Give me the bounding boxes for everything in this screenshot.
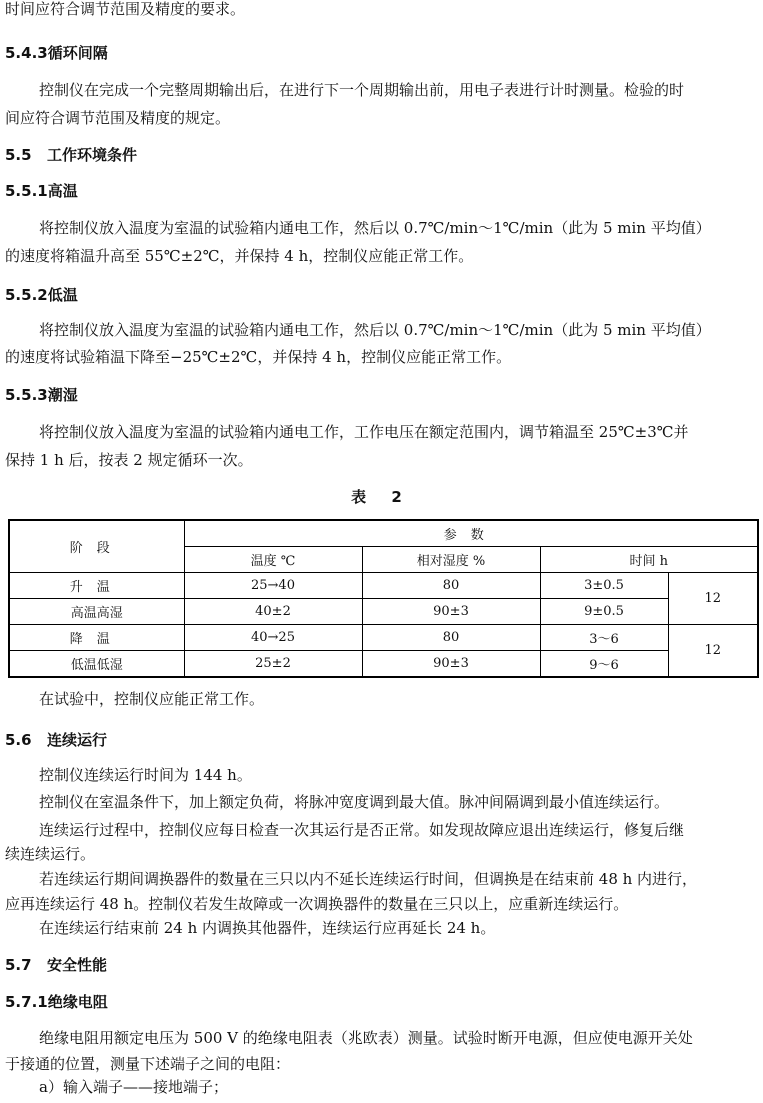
params-header: 参数 [184, 520, 758, 547]
section-number: 5.7.1 [5, 993, 48, 1011]
table-row [9, 573, 758, 599]
paragraph-line: 控制仪在室温条件下，加上额定负荷，将脉冲宽度调到最大值。脉冲间隔调到最小值连续运行。 [39, 793, 670, 811]
section-number: 5.5.2 [5, 286, 48, 304]
stage-cell: 升温 [9, 573, 184, 599]
humidity-cell: 80 [362, 573, 540, 599]
paragraph-line: 时间应符合调节范围及精度的要求。 [5, 0, 246, 18]
paragraph-line: 绝缘电阻用额定电压为 500 V 的绝缘电阻表（兆欧表）测量。试验时断开电源，但应使电源开关处 [39, 1029, 693, 1047]
section-heading-5-7 [5, 954, 107, 976]
table-row [9, 625, 758, 651]
paragraph-line: 在试验中，控制仪应能正常工作。 [39, 690, 265, 708]
section-title: 连续运行 [47, 731, 108, 749]
paragraph-line: 间应符合调节范围及精度的规定。 [5, 109, 231, 127]
section-heading-5-5 [5, 144, 137, 166]
table-row [9, 599, 758, 625]
temp-cell: 40→25 [184, 625, 362, 651]
paragraph-line: 应再连续运行 48 h。控制仪若发生故障或一次调换器件的数量在三只以上，应重新连续运行。 [5, 895, 629, 913]
section-title: 高温 [47, 182, 78, 200]
group-total-cell: 12 [668, 573, 758, 625]
section-number: 5.5 [5, 146, 32, 164]
stage-cell: 高温高湿 [9, 599, 184, 625]
section-heading-5-7-1 [5, 991, 108, 1013]
temp-cell: 25→40 [184, 573, 362, 599]
stage-cell: 低温低湿 [9, 651, 184, 678]
paragraph-line: 控制仪连续运行时间为 144 h。 [39, 766, 252, 784]
stage-header: 阶段 [9, 520, 184, 573]
paragraph-line: 于接通的位置，测量下述端子之间的电阻： [5, 1055, 291, 1073]
table-caption: 表 2 [351, 488, 412, 506]
paragraph-line: 控制仪在完成一个完整周期输出后，在进行下一个周期输出前，用电子表进行计时测量。检验的时 [39, 81, 685, 99]
paragraph-line: 的速度将试验箱温下降至−25℃±2℃，并保持 4 h，控制仪应能正常工作。 [5, 348, 512, 366]
section-heading-5-5-1 [5, 180, 78, 202]
paragraph-line: 将控制仪放入温度为室温的试验箱内通电工作，工作电压在额定范围内，调节箱温至 25℃±3℃并 [39, 423, 689, 441]
group-total-cell: 12 [668, 625, 758, 678]
paragraph-line: 保持 1 h 后，按表 2 规定循环一次。 [5, 451, 253, 469]
humidity-cell: 80 [362, 625, 540, 651]
section-number: 5.4.3 [5, 44, 48, 62]
paragraph-line: 的速度将箱温升高至 55℃±2℃，并保持 4 h，控制仪应能正常工作。 [5, 247, 474, 265]
section-heading-5-6 [5, 729, 107, 751]
temp-header: 温度 ℃ [184, 547, 362, 573]
time-cell: 9±0.5 [540, 599, 668, 625]
humidity-cell: 90±3 [362, 599, 540, 625]
section-number: 5.7 [5, 956, 32, 974]
section-title: 安全性能 [47, 956, 108, 974]
time-header: 时间 h [540, 547, 758, 573]
section-title: 工作环境条件 [47, 146, 138, 164]
temp-cell: 40±2 [184, 599, 362, 625]
paragraph-line: 将控制仪放入温度为室温的试验箱内通电工作，然后以 0.7℃/min～1℃/min（此为 5 min 平均值） [39, 219, 711, 237]
cycle-table [8, 519, 759, 678]
section-number: 5.6 [5, 731, 32, 749]
paragraph-line: 在连续运行结束前 24 h 内调换其他器件，连续运行应再延长 24 h。 [39, 919, 496, 937]
section-number: 5.5.3 [5, 386, 48, 404]
table-row [9, 651, 758, 678]
section-title: 循环间隔 [47, 44, 108, 62]
section-heading-5-4-3 [5, 42, 108, 64]
section-heading-5-5-2 [5, 284, 78, 306]
time-cell: 9～6 [540, 651, 668, 678]
humidity-cell: 90±3 [362, 651, 540, 678]
paragraph-line: 连续运行过程中，控制仪应每日检查一次其运行是否正常。如发现故障应退出连续运行，修复后继 [39, 821, 685, 839]
table-header-row [9, 520, 758, 547]
paragraph-line: 将控制仪放入温度为室温的试验箱内通电工作，然后以 0.7℃/min～1℃/min（此为 5 min 平均值） [39, 321, 711, 339]
paragraph-line: 续连续运行。 [5, 845, 96, 863]
paragraph-line: a）输入端子——接地端子； [39, 1078, 228, 1096]
section-number: 5.5.1 [5, 182, 48, 200]
paragraph-line: 若连续运行期间调换器件的数量在三只以内不延长连续运行时间，但调换是在结束前 48 h 内进行， [39, 870, 698, 888]
time-cell: 3～6 [540, 625, 668, 651]
temp-cell: 25±2 [184, 651, 362, 678]
time-cell: 3±0.5 [540, 573, 668, 599]
section-heading-5-5-3 [5, 384, 78, 406]
section-title: 绝缘电阻 [47, 993, 108, 1011]
stage-cell: 降温 [9, 625, 184, 651]
section-title: 低温 [47, 286, 78, 304]
section-title: 潮湿 [47, 386, 78, 404]
humidity-header: 相对湿度 % [362, 547, 540, 573]
